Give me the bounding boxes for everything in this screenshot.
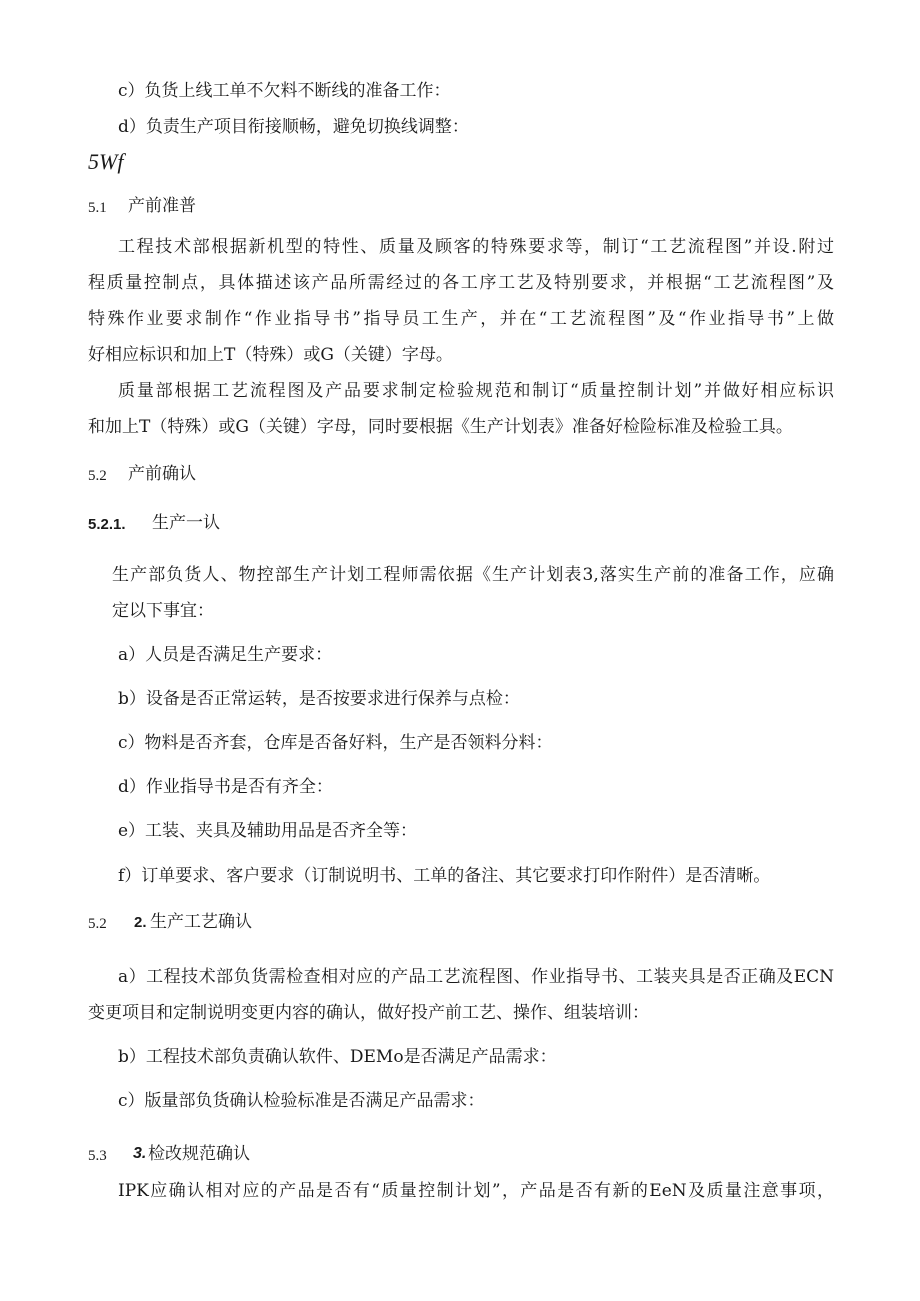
section-5-2-1-number: 5.2.1.: [88, 516, 126, 533]
list-item: a）人员是否满足生产要求：: [118, 645, 333, 665]
list-item: c）物料是否齐套，仓库是否备好料，生产是否领料分料：: [118, 733, 553, 753]
section-5-3-subnumber: 3.: [133, 1145, 147, 1162]
section-5-3-title: 检改规范确认: [148, 1144, 250, 1164]
paragraph-line: 变更项目和定制说明变更内容的确认，做好投产前工艺、操作、组装培训：: [88, 1003, 649, 1023]
paragraph-line: IPK应确认相对应的产品是否有“质量控制计划”，产品是否有新的EeN及质量注意事项，: [118, 1181, 834, 1201]
section-5-2-number: 5.2: [88, 468, 107, 484]
section-5-2-2-title: 生产工艺确认: [150, 912, 252, 932]
paragraph-line: 程质量控制点，具体描述该产品所需经过的各工序工艺及特别要求，并根据“工艺流程图”及: [88, 273, 834, 293]
list-item: f）订单要求、客户要求（订制说明书、工单的备注、其它要求打印作附件）是否清晰。: [118, 866, 771, 886]
paragraph-line: 生产部负货人、物控部生产计划工程师需依据《生产计划表3,落实生产前的准备工作，应确: [112, 565, 834, 585]
paragraph-line: 和加上T（特殊）或G（关键）字母，同时要根据《生产计划表》准备好检险标准及检验工具。: [88, 417, 793, 437]
list-item: b）工程技术部负责确认软件、DEMo是否满足产品需求：: [118, 1047, 557, 1067]
paragraph-line: 好相应标识和加上T（特殊）或G（关键）字母。: [88, 345, 453, 365]
list-item: d）作业指导书是否有齐全：: [118, 777, 333, 797]
list-item: b）设备是否正常运转，是否按要求进行保养与点检：: [118, 689, 520, 709]
section-5-1-title: 产前准普: [128, 196, 196, 216]
paragraph-line: 工程技术部根据新机型的特性、质量及顾客的特殊要求等，制订“工艺流程图”并设.附过: [118, 237, 834, 257]
list-item: c）版量部负货确认检验标准是否满足产品需求：: [118, 1091, 485, 1111]
paragraph-line: a）工程技术部负货需检查相对应的产品工艺流程图、作业指导书、工装夹具是否正确及ECN: [118, 967, 834, 987]
paragraph-line: 定以下事宜：: [112, 601, 214, 621]
section-5-heading: 5Wf: [88, 149, 124, 174]
list-item-c: c）负货上线工单不欠料不断线的准备工作：: [118, 81, 451, 101]
section-5-2-1-title: 生产一认: [152, 513, 220, 533]
section-5-1-number: 5.1: [88, 200, 107, 216]
section-5-2-2-subnumber: 2.: [134, 914, 147, 931]
list-item: e）工装、夹具及辅助用品是否齐全等：: [118, 821, 418, 841]
paragraph-line: 特殊作业要求制作“作业指导书”指导员工生产，并在“工艺流程图”及“作业指导书”上做: [88, 309, 834, 329]
section-5-3-number: 5.3: [88, 1148, 107, 1164]
section-5-2-2-number: 5.2: [88, 916, 107, 932]
paragraph-line: 质量部根据工艺流程图及产品要求制定检验规范和制订“质量控制计划”并做好相应标识: [118, 381, 834, 401]
section-5-2-title: 产前确认: [128, 464, 196, 484]
list-item-d: d）负责生产项目衔接顺畅，避免切换线调整：: [118, 117, 469, 137]
